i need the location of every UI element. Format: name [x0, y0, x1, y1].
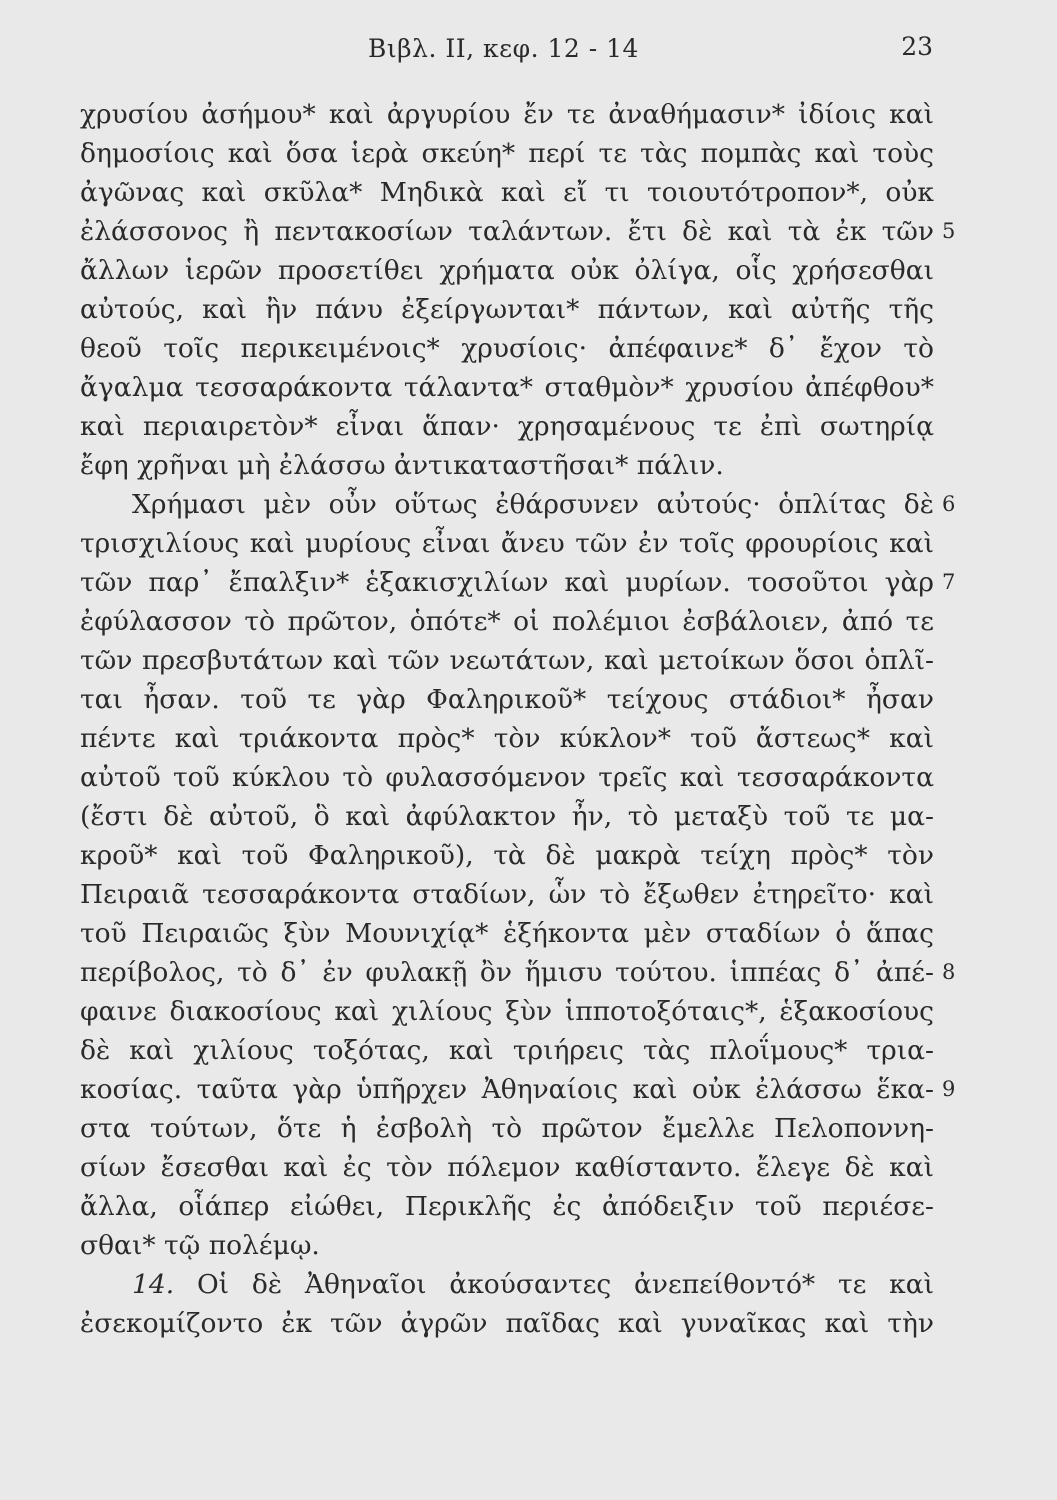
- line-text: δὲ καὶ χιλίους τοξότας, καὶ τριήρεις τὰς πλοΐμους* τρια-: [80, 1035, 934, 1066]
- line-text: ἔφη χρῆναι μὴ ἐλάσσω ἀντικαταστῆσαι* πάλιν.: [80, 450, 724, 481]
- text-line: [80, 563, 956, 602]
- text-line: [80, 407, 934, 446]
- text-line: [80, 914, 934, 953]
- text-line: [80, 875, 934, 914]
- margin-line-number: 7: [942, 570, 956, 594]
- text-line: [80, 1187, 934, 1226]
- text-line: [80, 251, 934, 290]
- margin-line-number: 8: [942, 960, 956, 984]
- line-text: ἐλάσσονος ἢ πεντακοσίων ταλάντων. ἔτι δὲ καὶ τὰ ἐκ τῶν: [80, 216, 934, 247]
- text-line: [80, 134, 934, 173]
- margin-line-number: 6: [942, 492, 956, 516]
- line-text: τοῦ Πειραιῶς ξὺν Μουνιχίᾳ* ἑξήκοντα μὲν σταδίων ὁ ἅπας: [80, 918, 934, 949]
- text-line: [80, 1109, 934, 1148]
- line-text: θεοῦ τοῖς περικειμένοις* χρυσίοις· ἀπέφαινε* δ᾽ ἔχον τὸ: [80, 333, 934, 364]
- text-line: [80, 1226, 934, 1265]
- text-line: [80, 1148, 934, 1187]
- line-text: ἐσεκομίζοντο ἐκ τῶν ἀγρῶν παῖδας καὶ γυναῖκας καὶ τὴν: [80, 1308, 934, 1339]
- text-line: [80, 1265, 934, 1304]
- line-text: ἀγῶνας καὶ σκῦλα* Μηδικὰ καὶ εἴ τι τοιουτότροπον*, οὐκ: [80, 177, 934, 208]
- text-line: [80, 446, 934, 485]
- text-line: [80, 680, 934, 719]
- line-text: δημοσίοις καὶ ὅσα ἱερὰ σκεύη* περί τε τὰς πομπὰς καὶ τοὺς: [80, 138, 934, 169]
- text-line: [80, 836, 934, 875]
- text-line: [80, 368, 934, 407]
- text-line: [80, 641, 934, 680]
- text-line: [80, 212, 956, 251]
- line-text: ται ἦσαν. τοῦ τε γὰρ Φαληρικοῦ* τείχους στάδιοι* ἦσαν: [80, 684, 934, 715]
- running-head: Βιβλ. ΙΙ, κεφ. 12 - 14: [368, 34, 639, 63]
- line-text: στα τούτων, ὅτε ἡ ἐσβολὴ τὸ πρῶτον ἔμελλε Πελοποννη-: [80, 1113, 934, 1144]
- line-text: σθαι* τῷ πολέμῳ.: [80, 1230, 320, 1261]
- line-text: ἐφύλασσον τὸ πρῶτον, ὁπότε* οἱ πολέμιοι ἐσβάλοιεν, ἀπό τε: [80, 606, 934, 637]
- margin-line-number: 9: [942, 1077, 956, 1101]
- text-line: [80, 1031, 934, 1070]
- line-text: ἄγαλμα τεσσαράκοντα τάλαντα* σταθμὸν* χρυσίου ἀπέφθου*: [80, 372, 934, 403]
- line-text: πέντε καὶ τριάκοντα πρὸς* τὸν κύκλον* τοῦ ἄστεως* καὶ: [80, 723, 934, 754]
- line-text: αὐτούς, καὶ ἢν πάνυ ἐξείργωνται* πάντων, καὶ αὐτῆς τῆς: [80, 294, 934, 325]
- text-line: [80, 797, 934, 836]
- text-line: [80, 1070, 956, 1109]
- text-line: [80, 602, 934, 641]
- margin-line-number: 5: [942, 219, 956, 243]
- line-text: καὶ περιαιρετὸν* εἶναι ἅπαν· χρησαμένους τε ἐπὶ σωτηρίᾳ: [80, 411, 934, 442]
- line-text: περίβολος, τὸ δ᾽ ἐν φυλακῇ ὂν ἥμισυ τούτου. ἱππέας δ᾽ ἀπέ-: [80, 957, 934, 988]
- text-line: [80, 1304, 934, 1343]
- line-text: χρυσίου ἀσήμου* καὶ ἀργυρίου ἔν τε ἀναθήμασιν* ἰδίοις καὶ: [80, 99, 934, 130]
- line-text: ἄλλα, οἷάπερ εἰώθει, Περικλῆς ἐς ἀπόδειξιν τοῦ περιέσε-: [80, 1191, 934, 1222]
- line-text: τῶν παρ᾽ ἔπαλξιν* ἑξακισχιλίων καὶ μυρίων. τοσοῦτοι γὰρ: [80, 567, 934, 598]
- line-text: κροῦ* καὶ τοῦ Φαληρικοῦ), τὰ δὲ μακρὰ τείχη πρὸς* τὸν: [80, 840, 934, 871]
- text-line: [80, 953, 956, 992]
- page-number: 23: [901, 32, 933, 61]
- line-text: ἄλλων ἱερῶν προσετίθει χρήματα οὐκ ὀλίγα, οἷς χρήσεσθαι: [80, 255, 934, 286]
- line-text: τῶν πρεσβυτάτων καὶ τῶν νεωτάτων, καὶ μετοίκων ὅσοι ὁπλῖ-: [80, 645, 934, 676]
- section-number: 14.: [132, 1269, 197, 1300]
- text-line: [80, 95, 934, 134]
- line-text: αὐτοῦ τοῦ κύκλου τὸ φυλασσόμενον τρεῖς καὶ τεσσαράκοντα: [80, 762, 934, 793]
- text-line: [80, 485, 956, 524]
- line-text: φαινε διακοσίους καὶ χιλίους ξὺν ἱπποτοξόταις*, ἑξακοσίους: [80, 996, 934, 1027]
- line-text: τρισχιλίους καὶ μυρίους εἶναι ἄνευ τῶν ἐν τοῖς φρουρίοις καὶ: [80, 528, 934, 559]
- text-line: [80, 173, 934, 212]
- line-text: Οἱ δὲ Ἀθηναῖοι ἀκούσαντες ἀνεπείθοντό* τε καὶ: [196, 1269, 934, 1300]
- text-line: [80, 290, 934, 329]
- text-line: [80, 524, 934, 563]
- text-line: [80, 719, 934, 758]
- page-header: [0, 28, 1057, 68]
- text-line: [80, 758, 934, 797]
- line-text: κοσίας. ταῦτα γὰρ ὑπῆρχεν Ἀθηναίοις καὶ οὐκ ἐλάσσω ἕκα-: [80, 1074, 934, 1105]
- body-text: [80, 95, 956, 1343]
- line-text: Πειραιᾶ τεσσαράκοντα σταδίων, ὧν τὸ ἔξωθεν ἐτηρεῖτο· καὶ: [80, 879, 934, 910]
- text-line: [80, 992, 934, 1031]
- text-line: [80, 329, 934, 368]
- line-text: Χρήμασι μὲν οὖν οὕτως ἐθάρσυνεν αὐτούς· ὁπλίτας δὲ: [132, 489, 934, 520]
- line-text: σίων ἔσεσθαι καὶ ἐς τὸν πόλεμον καθίσταντο. ἔλεγε δὲ καὶ: [80, 1152, 934, 1183]
- line-text: (ἔστι δὲ αὐτοῦ, ὃ καὶ ἀφύλακτον ἦν, τὸ μεταξὺ τοῦ τε μα-: [80, 801, 934, 832]
